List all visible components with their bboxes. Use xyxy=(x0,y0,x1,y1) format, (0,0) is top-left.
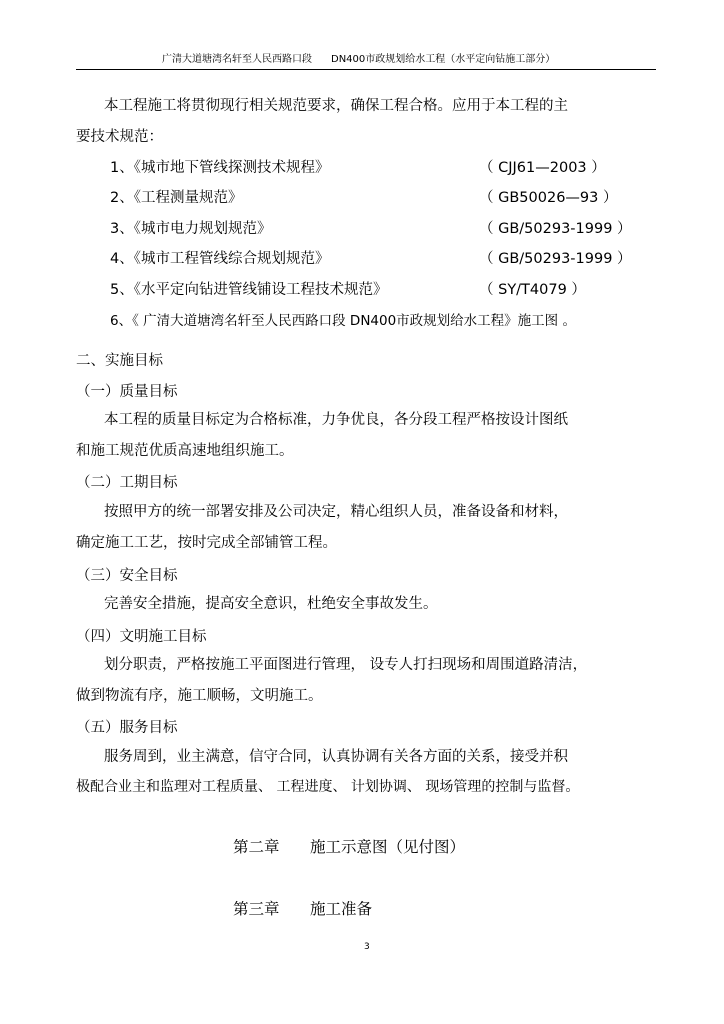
spec-item-code: （ CJJ61—2003 ） xyxy=(479,160,606,176)
paragraph-line: 做到物流有序，施工顺畅，文明施工。 xyxy=(76,688,323,704)
spec-item-name: 2、《工程测量规范》 xyxy=(110,190,243,206)
chapter-title: 施工准备 xyxy=(310,900,373,918)
paragraph-line: 按照甲方的统一部署安排及公司决定，精心组织人员，准备设备和材料， xyxy=(104,504,568,520)
page-number: 3 xyxy=(364,942,370,952)
intro-line-1: 本工程施工将贯彻现行相关规范要求，确保工程合格。应用于本工程的主 xyxy=(104,98,568,114)
subsection-heading: （一）质量目标 xyxy=(76,384,178,400)
paragraph-line: 服务周到，业主满意，信守合同，认真协调有关各方面的关系，接受并积 xyxy=(104,749,568,765)
paragraph-line: 和施工规范优质高速地组织施工。 xyxy=(76,443,294,459)
header-rule xyxy=(76,69,656,70)
subsection-heading: （三）安全目标 xyxy=(76,568,178,584)
spec-item-name: 5、《水平定向钻进管线铺设工程技术规范》 xyxy=(110,282,388,298)
paragraph-line: 划分职责，严格按施工平面图进行管理， 设专人打扫现场和周围道路清洁， xyxy=(104,657,588,673)
spec-item-code: （ GB50026—93 ） xyxy=(479,190,618,206)
section-heading: 二、实施目标 xyxy=(76,353,163,369)
paragraph-line: 本工程的质量目标定为合格标准，力争优良，各分段工程严格按设计图纸 xyxy=(104,412,568,428)
paragraph-line: 极配合业主和监理对工程质量、 工程进度、 计划协调、 现场管理的控制与监督。 xyxy=(76,779,580,795)
header-project-segment: 广清大道塘湾名轩至人民西路口段 xyxy=(162,54,312,65)
spec-item-name: 4、《城市工程管线综合规划规范》 xyxy=(110,251,330,267)
spec-item-name: 6、《 广清大道塘湾名轩至人民西路口段 DN400市政规划给水工程》施工图 。 xyxy=(110,313,576,329)
subsection-heading: （五）服务目标 xyxy=(76,720,178,736)
chapter-number: 第三章 xyxy=(233,900,280,918)
chapter-number: 第二章 xyxy=(233,838,280,856)
header-project-title: DN400市政规划给水工程（水平定向钻施工部分） xyxy=(331,54,556,65)
intro-line-2: 要技术规范： xyxy=(76,129,163,145)
subsection-heading: （二）工期目标 xyxy=(76,475,178,491)
spec-item-code: （ GB/50293-1999 ） xyxy=(479,251,632,267)
chapter-title: 施工示意图（见付图） xyxy=(310,838,466,856)
paragraph-line: 完善安全措施，提高安全意识，杜绝安全事故发生。 xyxy=(104,596,438,612)
subsection-heading: （四）文明施工目标 xyxy=(76,629,207,645)
spec-item-name: 1、《城市地下管线探测技术规程》 xyxy=(110,160,330,176)
paragraph-line: 确定施工工艺，按时完成全部铺管工程。 xyxy=(76,535,337,551)
spec-item-code: （ SY/T4079 ） xyxy=(479,282,586,298)
spec-item-code: （ GB/50293-1999 ） xyxy=(479,221,632,237)
spec-item-name: 3、《城市电力规划规范》 xyxy=(110,221,272,237)
